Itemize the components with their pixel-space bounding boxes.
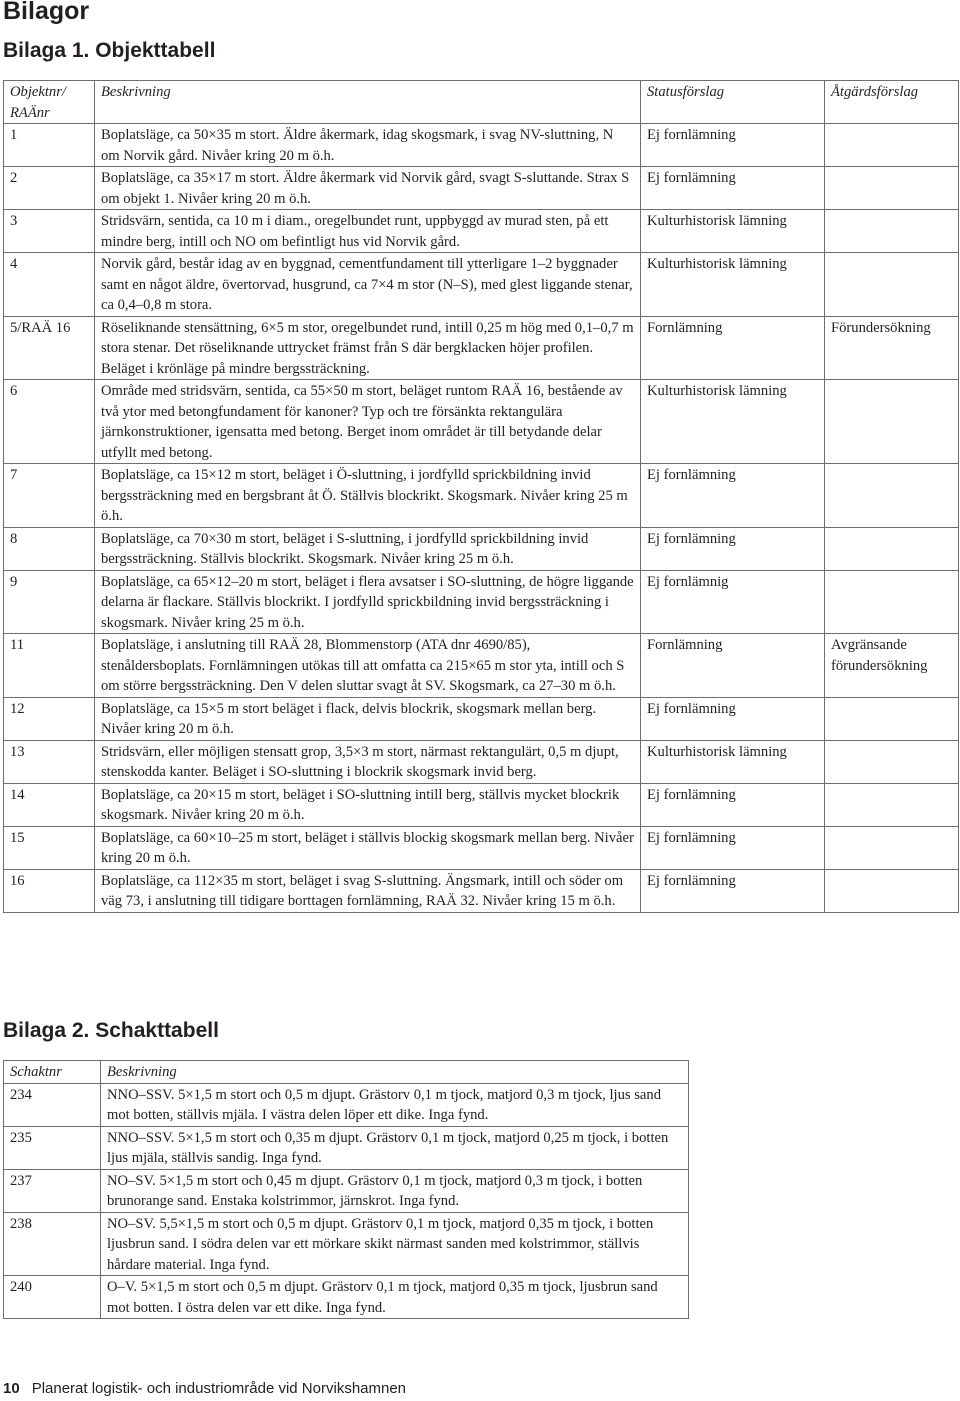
cell-action [825, 783, 959, 826]
table-row [4, 1126, 689, 1169]
table-row [4, 316, 959, 380]
cell-desc: Stridsvärn, eller möjligen stensatt grop, 3,5×3 m stort, närmast rektangulärt, 0,5 m djupt, stenskodda kanter. Beläget i SO-sluttning i blockrik skogsmark invid berg. [95, 740, 641, 783]
cell-nr: 234 [4, 1083, 101, 1126]
header-atgardsforslag: Åtgärdsförslag [825, 81, 959, 124]
cell-nr: 240 [4, 1276, 101, 1319]
cell-nr: 7 [4, 464, 95, 528]
page-number: 10 [3, 1380, 20, 1397]
cell-desc: Röseliknande stensättning, 6×5 m stor, oregelbundet rund, intill 0,25 m hög med 0,1–0,7 m stora stenar. Det röseliknande uttrycket främst från S där bergklacken höjer profilen. Beläget i krönläge på mindre bergssträckning. [95, 316, 641, 380]
cell-nr: 237 [4, 1169, 101, 1212]
cell-status: Ej fornlämning [641, 527, 825, 570]
cell-action [825, 740, 959, 783]
cell-status: Kulturhistorisk lämning [641, 253, 825, 317]
cell-nr: 6 [4, 380, 95, 464]
cell-desc: Boplatsläge, ca 65×12–20 m stort, beläget i flera avsatser i SO-sluttning, de högre liggande delarna är flackare. Ställvis blockrikt. I jordfylld sprickbildning invid bergssträckning i skogsmark. Nivåer kring 25 m ö.h. [95, 570, 641, 634]
cell-status: Ej fornlämning [641, 783, 825, 826]
page-title: Bilagor [3, 0, 90, 25]
cell-nr: 238 [4, 1212, 101, 1276]
cell-status: Ej fornlämning [641, 869, 825, 912]
table-row [4, 570, 959, 634]
cell-action [825, 124, 959, 167]
table-header-row [4, 1061, 689, 1084]
cell-nr: 4 [4, 253, 95, 317]
cell-status: Ej fornlämnig [641, 570, 825, 634]
cell-desc: Boplatsläge, ca 20×15 m stort, beläget i SO-sluttning intill berg, ställvis mycket blockrik skogsmark. Nivåer kring 20 m ö.h. [95, 783, 641, 826]
schakt-table [3, 1060, 689, 1319]
cell-status: Ej fornlämning [641, 826, 825, 869]
header-statusforslag: Statusförslag [641, 81, 825, 124]
cell-action [825, 464, 959, 528]
cell-desc: Boplatsläge, ca 50×35 m stort. Äldre åkermark, idag skogsmark, i svag NV-sluttning, N om Norvik gård. Nivåer kring 20 m ö.h. [95, 124, 641, 167]
cell-action [825, 826, 959, 869]
cell-desc: O–V. 5×1,5 m stort och 0,5 m djupt. Grästorv 0,1 m tjock, matjord 0,35 m tjock, ljusbrun sand mot botten. I östra delen var ett dike. Inga fynd. [101, 1276, 689, 1319]
table-row [4, 697, 959, 740]
cell-nr: 1 [4, 124, 95, 167]
table-row [4, 740, 959, 783]
cell-desc: Boplatsläge, ca 15×5 m stort beläget i flack, delvis blockrik, skogsmark mellan berg. Nivåer kring 20 m ö.h. [95, 697, 641, 740]
cell-nr: 14 [4, 783, 95, 826]
cell-action [825, 697, 959, 740]
cell-desc: NNO–SSV. 5×1,5 m stort och 0,5 m djupt. Grästorv 0,1 m tjock, matjord 0,3 m tjock, ljus sand mot botten, ställvis mjäla. I västra delen löper ett dike. Inga fynd. [101, 1083, 689, 1126]
cell-nr: 9 [4, 570, 95, 634]
cell-desc: NO–SV. 5×1,5 m stort och 0,45 m djupt. Grästorv 0,1 m tjock, matjord 0,3 m tjock, i botten brunorange sand. Enstaka kolstrimmor, järnskrot. Inga fynd. [101, 1169, 689, 1212]
page-footer [3, 1380, 406, 1397]
cell-nr: 8 [4, 527, 95, 570]
cell-status: Ej fornlämning [641, 167, 825, 210]
cell-nr: 5/RAÄ 16 [4, 316, 95, 380]
table-row [4, 464, 959, 528]
cell-action [825, 570, 959, 634]
cell-desc: NNO–SSV. 5×1,5 m stort och 0,35 m djupt. Grästorv 0,1 m tjock, matjord 0,25 m tjock, i botten ljus mjäla, ställvis sandig. Inga fynd. [101, 1126, 689, 1169]
table-row [4, 783, 959, 826]
table-row [4, 1083, 689, 1126]
header-schaktnr: Schaktnr [4, 1061, 101, 1084]
table-row [4, 1276, 689, 1319]
table-row [4, 527, 959, 570]
cell-status: Ej fornlämning [641, 124, 825, 167]
cell-action [825, 380, 959, 464]
cell-action [825, 869, 959, 912]
cell-status: Fornlämning [641, 316, 825, 380]
cell-nr: 11 [4, 634, 95, 698]
cell-desc: Boplatsläge, ca 60×10–25 m stort, beläget i ställvis blockig skogsmark mellan berg. Nivåer kring 20 m ö.h. [95, 826, 641, 869]
cell-nr: 15 [4, 826, 95, 869]
cell-desc: NO–SV. 5,5×1,5 m stort och 0,5 m djupt. Grästorv 0,1 m tjock, matjord 0,35 m tjock, i botten ljusbrun sand. I södra delen var ett mörkare skikt närmast sanden med kolstrimmor, ställvis hårdare material. Inga fynd. [101, 1212, 689, 1276]
table-row [4, 869, 959, 912]
cell-nr: 13 [4, 740, 95, 783]
table-row [4, 124, 959, 167]
header-beskrivning: Beskrivning [95, 81, 641, 124]
cell-desc: Stridsvärn, sentida, ca 10 m i diam., oregelbundet runt, uppbyggd av murad sten, på ett mindre berg, intill och NO om befintligt hus vid Norvik gård. [95, 210, 641, 253]
table-row [4, 1212, 689, 1276]
cell-action: Avgränsande förundersökning [825, 634, 959, 698]
table-row [4, 253, 959, 317]
bilaga1-heading: Bilaga 1. Objekttabell [3, 39, 216, 62]
cell-nr: 3 [4, 210, 95, 253]
cell-status: Kulturhistorisk lämning [641, 380, 825, 464]
footer-text: Planerat logistik- och industriområde vid Norvikshamnen [31, 1380, 407, 1397]
cell-status: Ej fornlämning [641, 464, 825, 528]
cell-desc: Boplatsläge, i anslutning till RAÄ 28, Blommenstorp (ATA dnr 4690/85), stenåldersboplats. Fornlämningen utökas till att omfatta ca 215×65 m stor yta, intill och S om större bergssträckning. Den V delen sluttar svagt åt SV. Skogsmark, ca 27–30 m ö.h. [95, 634, 641, 698]
cell-action: Förundersökning [825, 316, 959, 380]
cell-action [825, 167, 959, 210]
cell-nr: 16 [4, 869, 95, 912]
table-header-row [4, 81, 959, 124]
table-row [4, 167, 959, 210]
cell-desc: Norvik gård, består idag av en byggnad, cementfundament till ytterligare 1–2 byggnader samt en något äldre, övertorvad, husgrund, ca 7×4 m stor (N–S), med glest liggande stenar, ca 0,4–0,8 m stora. [95, 253, 641, 317]
cell-status: Kulturhistorisk lämning [641, 740, 825, 783]
table-row [4, 380, 959, 464]
table-row [4, 826, 959, 869]
cell-desc: Boplatsläge, ca 70×30 m stort, beläget i S-sluttning, i jordfylld sprickbildning invid bergssträckning. Ställvis blockrikt. Skogsmark. Nivåer kring 25 m ö.h. [95, 527, 641, 570]
table-row [4, 634, 959, 698]
table-row [4, 210, 959, 253]
cell-action [825, 253, 959, 317]
cell-desc: Boplatsläge, ca 112×35 m stort, beläget i svag S-sluttning. Ängsmark, intill och söder om väg 73, i anslutning till tidigare borttagen fornlämning, RAÄ 32. Nivåer kring 15 m ö.h. [95, 869, 641, 912]
cell-desc: Område med stridsvärn, sentida, ca 55×50 m stort, beläget runtom RAÄ 16, bestående av två ytor med betongfundament för kanoner? Typ och tre försänkta rektangulära järnkonstruktioner, igensatta med betong. Berget inom området är till betydande delar utfyllt med betong. [95, 380, 641, 464]
cell-desc: Boplatsläge, ca 35×17 m stort. Äldre åkermark vid Norvik gård, svagt S-sluttande. Strax S om objekt 1. Nivåer kring 20 m ö.h. [95, 167, 641, 210]
cell-action [825, 210, 959, 253]
cell-action [825, 527, 959, 570]
cell-nr: 2 [4, 167, 95, 210]
table-row [4, 1169, 689, 1212]
object-table [3, 80, 959, 913]
header-beskrivning: Beskrivning [101, 1061, 689, 1084]
cell-status: Kulturhistorisk lämning [641, 210, 825, 253]
cell-desc: Boplatsläge, ca 15×12 m stort, beläget i Ö-sluttning, i jordfylld sprickbildning invid bergssträckning med en bergsbrant åt Ö. Ställvis blockrikt. Skogsmark. Nivåer kring 25 m ö.h. [95, 464, 641, 528]
cell-status: Fornlämning [641, 634, 825, 698]
bilaga2-heading: Bilaga 2. Schakttabell [3, 1019, 219, 1042]
cell-status: Ej fornlämning [641, 697, 825, 740]
header-objektnr: Objektnr/ RAÄnr [4, 81, 95, 124]
cell-nr: 12 [4, 697, 95, 740]
cell-nr: 235 [4, 1126, 101, 1169]
